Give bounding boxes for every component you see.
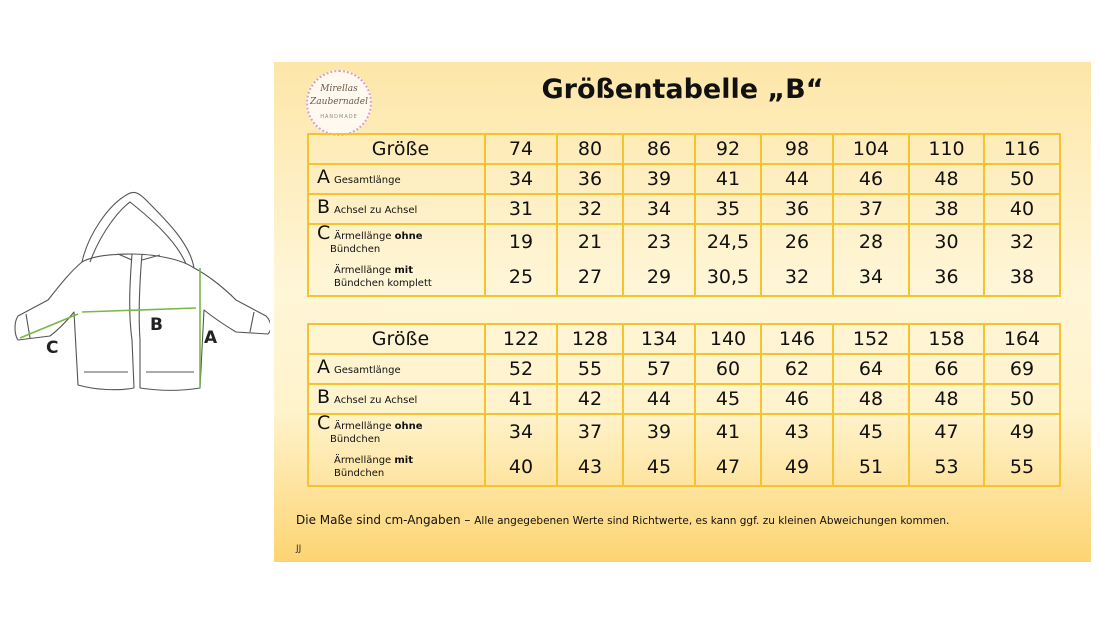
author-initials: JJ — [296, 544, 302, 554]
size-cell: 116 — [984, 134, 1060, 164]
value-cell: 38 — [909, 194, 984, 224]
value-cell: 62 — [761, 354, 833, 384]
size-cell: 74 — [485, 134, 557, 164]
size-cell: 80 — [557, 134, 623, 164]
jacket-diagram — [0, 180, 270, 410]
value-cell-pair: 26 32 — [761, 224, 833, 296]
row-label-a: A Gesamtlänge — [308, 354, 485, 384]
value-cell-pair: 24,5 30,5 — [695, 224, 761, 296]
size-table-1 — [307, 133, 1061, 297]
size-chart-card — [274, 62, 1091, 562]
logo-line-1: Mirellas — [320, 84, 358, 94]
value-cell-pair: 47 53 — [909, 414, 984, 486]
table-row-a — [308, 354, 1060, 384]
table-row-c — [308, 224, 1060, 296]
value-cell: 48 — [909, 164, 984, 194]
value-cell-pair: 43 49 — [761, 414, 833, 486]
size-cell: 146 — [761, 324, 833, 354]
value-cell-pair: 19 25 — [485, 224, 557, 296]
table-row-a — [308, 164, 1060, 194]
value-cell-pair: 37 43 — [557, 414, 623, 486]
value-cell-pair: 21 27 — [557, 224, 623, 296]
size-header: Größe — [308, 134, 485, 164]
size-cell: 134 — [623, 324, 695, 354]
value-cell: 35 — [695, 194, 761, 224]
value-cell: 34 — [485, 164, 557, 194]
value-cell: 41 — [695, 164, 761, 194]
value-cell: 55 — [557, 354, 623, 384]
value-cell: 48 — [909, 384, 984, 414]
size-cell: 128 — [557, 324, 623, 354]
value-cell-pair: 41 47 — [695, 414, 761, 486]
row-label-a: A Gesamtlänge — [308, 164, 485, 194]
value-cell: 57 — [623, 354, 695, 384]
value-cell: 69 — [984, 354, 1060, 384]
label-a: A — [204, 328, 218, 348]
value-cell: 44 — [623, 384, 695, 414]
row-label-b: B Achsel zu Achsel — [308, 384, 485, 414]
size-cell: 86 — [623, 134, 695, 164]
value-cell: 36 — [761, 194, 833, 224]
size-cell: 110 — [909, 134, 984, 164]
table-row-b — [308, 194, 1060, 224]
label-c: C — [46, 338, 59, 358]
size-cell: 122 — [485, 324, 557, 354]
size-cell: 92 — [695, 134, 761, 164]
value-cell: 60 — [695, 354, 761, 384]
size-header: Größe — [308, 324, 485, 354]
value-cell: 32 — [557, 194, 623, 224]
size-cell: 104 — [833, 134, 909, 164]
value-cell-pair: 32 38 — [984, 224, 1060, 296]
size-cell: 152 — [833, 324, 909, 354]
value-cell-pair: 39 45 — [623, 414, 695, 486]
size-cell: 158 — [909, 324, 984, 354]
value-cell: 36 — [557, 164, 623, 194]
label-b: B — [150, 315, 163, 335]
value-cell: 40 — [984, 194, 1060, 224]
value-cell: 37 — [833, 194, 909, 224]
row-label-c: C Ärmellänge ohne Bündchen Ärmellänge mit Bündchen — [308, 414, 485, 486]
row-label-b: B Achsel zu Achsel — [308, 194, 485, 224]
size-cell: 98 — [761, 134, 833, 164]
value-cell: 46 — [761, 384, 833, 414]
value-cell-pair: 34 40 — [485, 414, 557, 486]
value-cell: 50 — [984, 164, 1060, 194]
value-cell: 50 — [984, 384, 1060, 414]
value-cell: 44 — [761, 164, 833, 194]
footnote-detail: Alle angegebenen Werte sind Richtwerte, es kann ggf. zu kleinen Abweichungen kommen. — [474, 515, 950, 527]
value-cell-pair: 45 51 — [833, 414, 909, 486]
value-cell: 64 — [833, 354, 909, 384]
value-cell: 31 — [485, 194, 557, 224]
value-cell-pair: 49 55 — [984, 414, 1060, 486]
value-cell: 39 — [623, 164, 695, 194]
value-cell-pair: 28 34 — [833, 224, 909, 296]
value-cell: 48 — [833, 384, 909, 414]
page-title: Größentabelle „B“ — [541, 74, 824, 105]
footnote-main: Die Maße sind cm-Angaben – — [296, 513, 471, 527]
value-cell-pair: 30 36 — [909, 224, 984, 296]
table-row-c — [308, 414, 1060, 486]
size-cell: 140 — [695, 324, 761, 354]
row-label-c: C Ärmellänge ohne Bündchen Ärmellänge mit Bündchen komplett — [308, 224, 485, 296]
value-cell: 46 — [833, 164, 909, 194]
value-cell-pair: 23 29 — [623, 224, 695, 296]
table-row-size — [308, 324, 1060, 354]
size-table-2 — [307, 323, 1061, 487]
value-cell: 34 — [623, 194, 695, 224]
value-cell: 66 — [909, 354, 984, 384]
size-cell: 164 — [984, 324, 1060, 354]
table-row-size — [308, 134, 1060, 164]
value-cell: 52 — [485, 354, 557, 384]
value-cell: 41 — [485, 384, 557, 414]
value-cell: 42 — [557, 384, 623, 414]
value-cell: 45 — [695, 384, 761, 414]
logo-line-2: Zaubernadel — [310, 97, 368, 107]
footnote — [296, 513, 949, 527]
logo-line-3: HANDMADE — [320, 114, 358, 120]
table-row-b — [308, 384, 1060, 414]
